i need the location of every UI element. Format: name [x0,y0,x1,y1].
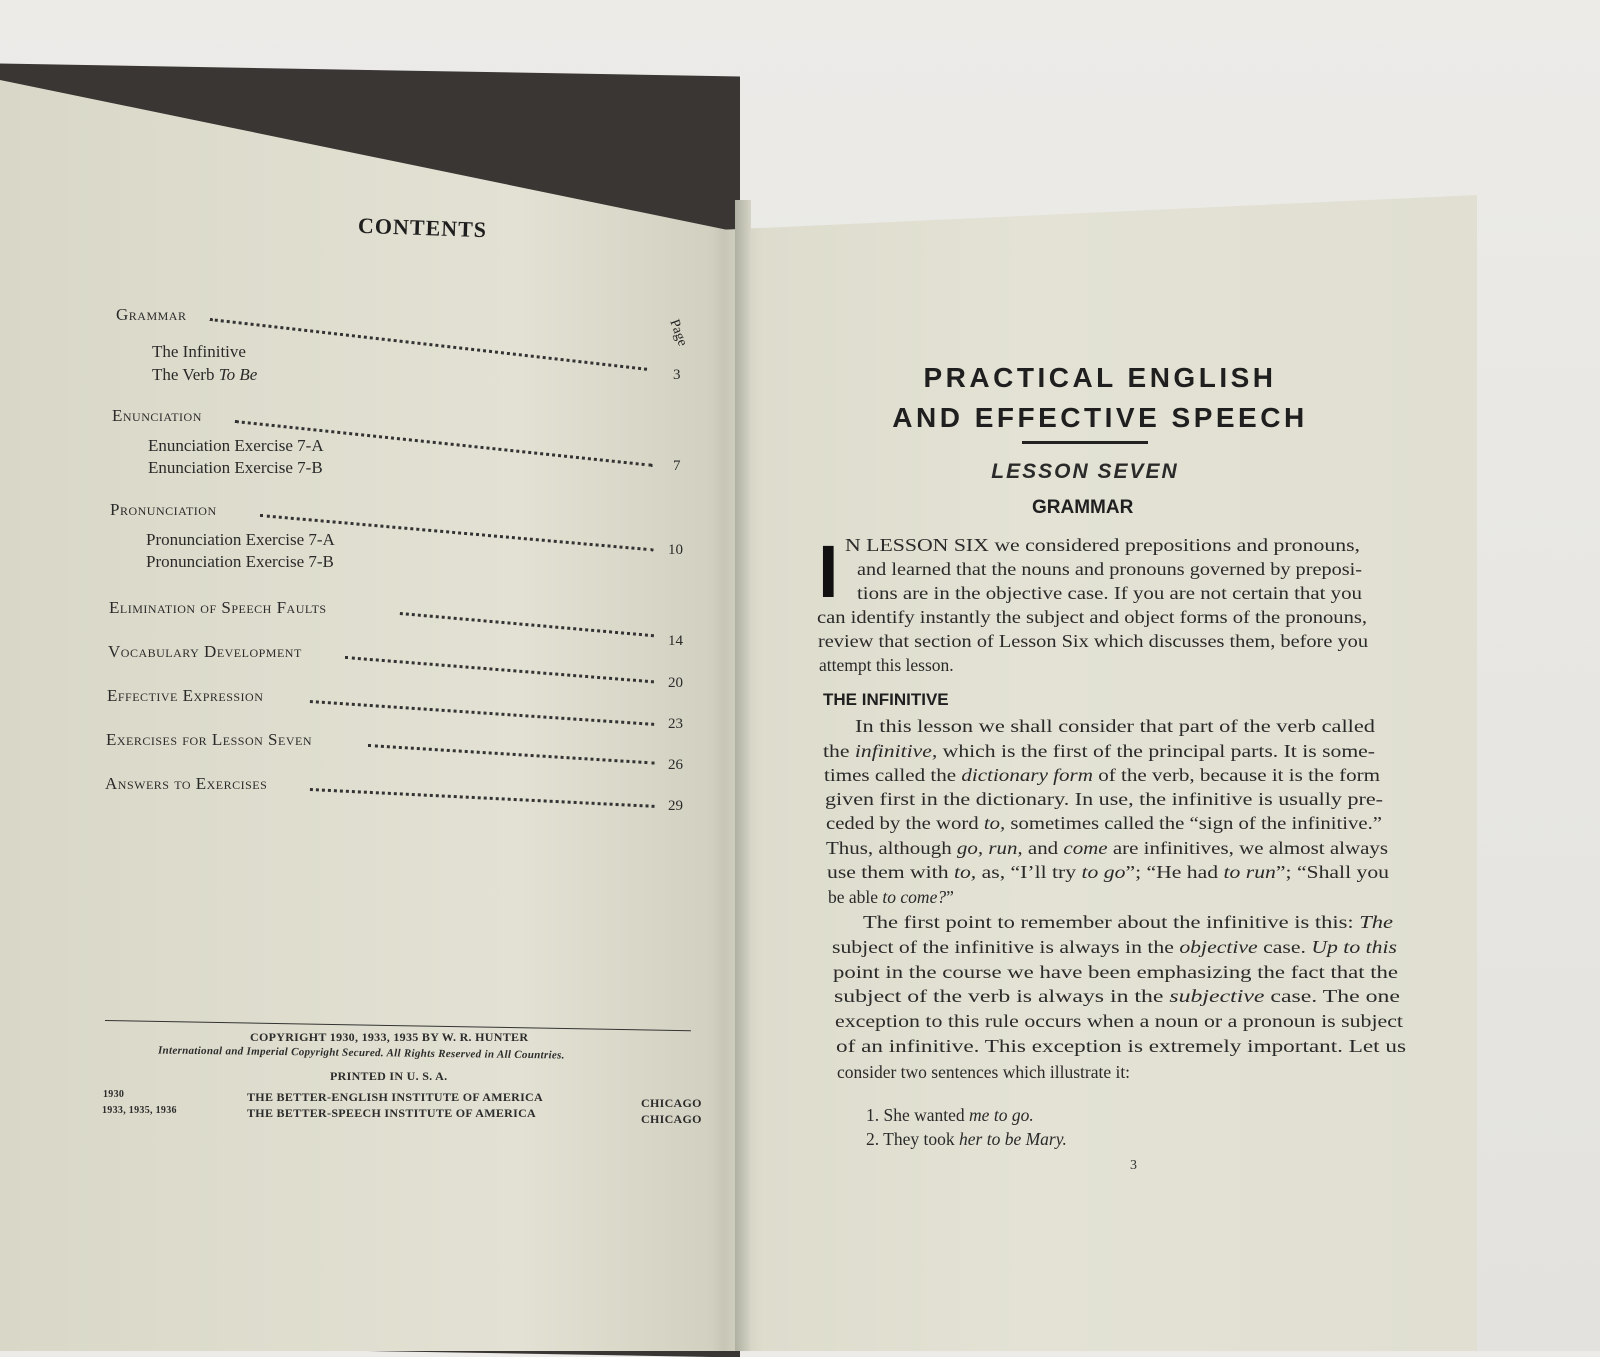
paragraph-line: point in the course we have been emphasizing the fact that the [833,962,1398,982]
contents-title: CONTENTS [357,212,488,243]
paragraph-line: consider two sentences which illustrate it: [837,1062,1131,1082]
toc-sub-enunciation-7a: Enunciation Exercise 7-A [148,436,324,455]
intro-line: tions are in the objective case. If you are not certain that you [857,583,1362,603]
lesson-heading: LESSON SEVEN [991,460,1179,483]
imprint-publisher-1: THE BETTER-ENGLISH INSTITUTE OF AMERICA [247,1090,543,1104]
toc-sub-verb-to-be: The Verb To Be [152,365,258,384]
paragraph-line: times called the dictionary form of the verb, because it is the form [824,765,1380,785]
page-column-label: Page [666,317,690,349]
toc-page-expression: 23 [668,716,683,732]
copyright-line: COPYRIGHT 1930, 1933, 1935 BY W. R. HUNTER [250,1030,529,1044]
toc-heading-expression: Effective Expression [107,686,264,705]
toc-heading-grammar: Grammar [116,305,187,324]
imprint-years-1: 1930 [103,1089,125,1100]
section-heading: GRAMMAR [1032,497,1134,518]
toc-heading-vocabulary: Vocabulary Development [108,642,302,661]
paragraph-line: In this lesson we shall consider that part of the verb called [855,716,1375,736]
imprint-city-1: CHICAGO [641,1096,702,1110]
toc-page-exercises: 26 [668,757,683,773]
imprint-publisher-2: THE BETTER-SPEECH INSTITUTE OF AMERICA [247,1106,537,1120]
page-number: 3 [1130,1158,1137,1173]
intro-line: and learned that the nouns and pronouns governed by preposi- [857,559,1362,579]
paragraph-line: Thus, although go, run, and come are infinitives, we almost always [826,838,1388,858]
printed-line: PRINTED IN U. S. A. [330,1069,448,1083]
imprint-city-2: CHICAGO [641,1112,702,1126]
intro-line: N LESSON SIX we considered prepositions and pronouns, [845,535,1360,555]
toc-page-enunciation: 7 [673,458,681,474]
paragraph-line: use them with to, as, “I’ll try to go”; “He had to run”; “Shall you [827,862,1389,882]
imprint-years-2: 1933, 1935, 1936 [102,1105,177,1116]
toc-sub-pronunciation-7b: Pronunciation Exercise 7-B [146,552,334,571]
paragraph-line: given first in the dictionary. In use, the infinitive is usually pre- [825,789,1383,809]
left-page [0,80,740,1351]
example-sentence: 1. She wanted me to go. [866,1105,1034,1125]
title-line-1: PRACTICAL ENGLISH [923,362,1277,393]
paragraph-line: exception to this rule occurs when a noun or a pronoun is subject [835,1011,1403,1031]
paragraph-line: subject of the infinitive is always in the objective case. Up to this [832,937,1397,957]
paragraph-line: be able to come?” [828,887,954,907]
title-rule [1022,441,1148,444]
book-title [880,358,1320,438]
toc-page-vocabulary: 20 [668,675,683,691]
paragraph-line: the infinitive, which is the first of the principal parts. It is some- [823,741,1375,761]
drop-cap: I [818,530,839,613]
toc-heading-answers: Answers to Exercises [105,774,268,793]
toc-page-speech-faults: 14 [668,633,683,649]
toc-sub-infinitive: The Infinitive [152,342,246,361]
subsection-heading: THE INFINITIVE [823,690,949,709]
paragraph-line: subject of the verb is always in the subjective case. The one [834,986,1400,1006]
toc-sub-enunciation-7b: Enunciation Exercise 7-B [148,458,323,477]
toc-sub-pronunciation-7a: Pronunciation Exercise 7-A [146,530,335,549]
intro-line: attempt this lesson. [819,655,954,675]
intro-line: review that section of Lesson Six which discusses them, before you [818,631,1368,651]
example-sentence: 2. They took her to be Mary. [866,1129,1067,1149]
toc-page-answers: 29 [668,798,683,814]
toc-heading-speech-faults: Elimination of Speech Faults [109,598,327,617]
intro-line: can identify instantly the subject and object forms of the pronouns, [817,607,1367,627]
toc-page-grammar: 3 [673,367,681,383]
paragraph-line: The first point to remember about the infinitive is this: The [863,912,1393,932]
paragraph-line: of an infinitive. This exception is extremely important. Let us [836,1036,1406,1056]
book-gutter [735,200,751,1351]
toc-heading-pronunciation: Pronunciation [110,500,217,519]
toc-heading-exercises: Exercises for Lesson Seven [106,730,312,749]
rights-line: International and Imperial Copyright Secured. All Rights Reserved in All Countries. [157,1044,565,1062]
paragraph-line: ceded by the word to, sometimes called the “sign of the infinitive.” [826,813,1382,833]
toc-page-pronunciation: 10 [668,542,683,558]
title-line-2: AND EFFECTIVE SPEECH [892,402,1308,433]
toc-heading-enunciation: Enunciation [112,406,202,425]
